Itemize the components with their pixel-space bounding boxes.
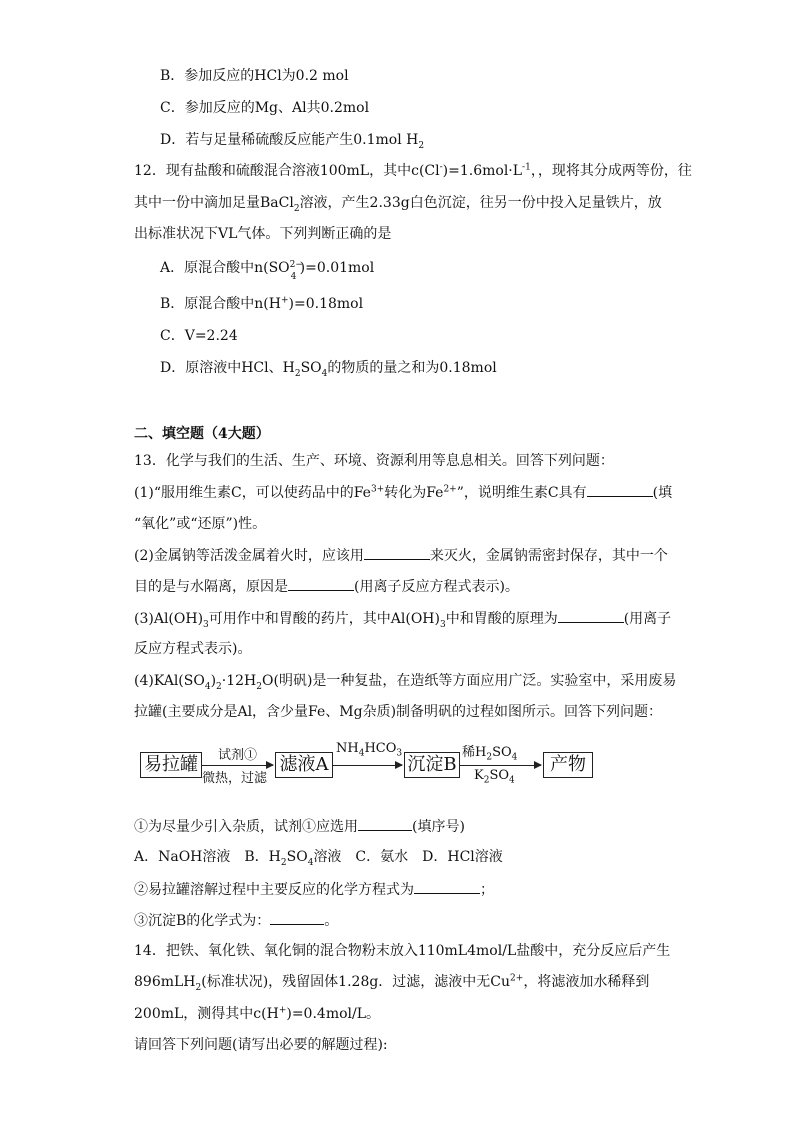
q13-part1-line1: (1)“服用维生素C，可以使药品中的$Fe^{3+}$转化为$Fe^{2+}$”，说明维生素C具有 (填	[134, 482, 672, 503]
flow-box-product: 产物	[543, 752, 593, 778]
q14-line3: 200mL，测得其中c(H+)=0.4mol/L。	[134, 1005, 381, 1022]
section-heading: 二、填空题（4大题）	[134, 426, 270, 442]
q14-line1: 14．把铁、氧化铁、氧化铜的混合物粉末放入110mL4mol/L盐酸中，充分反应后产生	[134, 943, 671, 959]
q12-option-b: B．原混合酸中n(H+)=0.18mol	[160, 295, 364, 312]
flow-label-h2so4: 稀$H_2SO_4$	[462, 745, 518, 763]
q12-option-c: C．V=2.24	[160, 328, 238, 344]
flow-arrow-2	[332, 765, 402, 766]
answer-blank[interactable]	[364, 545, 430, 560]
q12-option-a: A．原混合酸中n(SO 2− 4 )=0.01mol	[160, 260, 375, 282]
q13-part1-line2: “氧化”或“还原”)性。	[134, 516, 267, 532]
q12-stem-line1: 12．现有盐酸和硫酸混合溶液100mL，其中$c(Cl^-)=1.6mol\cdot L^{-1}$，，现将其分成两等份，往	[134, 162, 692, 179]
q11-option-b: B．参加反应的HCl为0.2 mol	[160, 68, 349, 84]
answer-blank[interactable]	[288, 576, 354, 591]
flow-box-filtrate: 滤液A	[275, 752, 333, 778]
flow-box-can: 易拉罐	[140, 752, 202, 778]
q12-stem-line2: 其中一份中滴加足量BaCl$_2$溶液，产生2.33g白色沉淀，往另一份中投入足量铁片，放	[134, 195, 662, 214]
q12-stem-line3: 出标准状况下VL气体。下列判断正确的是	[134, 226, 392, 242]
flow-box-precipitate: 沉淀B	[404, 752, 460, 778]
q14-line4: 请回答下列问题(请写出必要的解题过程):	[134, 1037, 388, 1053]
q11-option-c: C．参加反应的Mg、Al共0.2mol	[160, 100, 370, 116]
q13-part3-line1: $(3)Al(OH)_3$可用作中和胃酸的药片，其中$Al(OH)_3$中和胃酸的原理为 (用离子	[134, 608, 671, 629]
q12-option-d: D．原溶液中HCl、$H_2SO_4$的物质的量之和为0.18mol	[160, 360, 497, 379]
q13-sub1: ①为尽量少引入杂质，试剂①应选用 (填序号)	[134, 816, 465, 837]
flow-arrow-1	[201, 765, 273, 766]
q14-line2: 896mLH$_2$(标准状况)，残留固体1.28g．过滤，滤液中无$Cu^{2+}$，将滤液加水稀释到	[134, 973, 650, 993]
q13-sub1-options: A．NaOH溶液 B．$H_2SO_4$溶液 C．氨水 D．HCl溶液	[134, 849, 503, 868]
q13-part2-line1: (2)金属钠等活泼金属着火时，应该用 来灭火，金属钠需密封保存，其中一个	[134, 545, 668, 566]
answer-blank[interactable]	[587, 482, 653, 497]
q13-intro: 13．化学与我们的生活、生产、环境、资源利用等息息相关。回答下列问题：	[134, 453, 614, 469]
q11-option-d: D．若与足量稀硫酸反应能产生0.1mol $H_2$	[160, 132, 425, 151]
q13-part4-line2: 拉罐(主要成分是Al，含少量Fe、Mg杂质)制备明矾的过程如图所示。回答下列问题：	[134, 704, 663, 720]
flow-label-condition: 微热，过滤	[202, 771, 268, 786]
q13-sub3: ③沉淀B的化学式为： 。	[134, 910, 338, 931]
flow-arrow-3	[459, 765, 541, 766]
answer-blank[interactable]	[414, 879, 480, 894]
answer-blank[interactable]	[358, 816, 412, 831]
answer-blank[interactable]	[270, 910, 324, 925]
q13-part2-line2: 目的是与水隔离，原因是 (用离子反应方程式表示)。	[134, 576, 519, 597]
q13-sub2: ②易拉罐溶解过程中主要反应的化学方程式为 ；	[134, 879, 494, 900]
flow-label-reagent: 试剂①	[218, 748, 258, 763]
q13-part4-line1: $(4)KAl(SO_4)_2\cdot 12H_2O$(明矾)是一种复盐，在造纸等方面应用广泛。实验室中，采用废易	[134, 673, 677, 692]
flow-label-k2so4: $K_2SO_4$	[474, 768, 515, 786]
q13-part3-line2: 反应方程式表示)。	[134, 641, 252, 657]
flow-label-nh4hco3: $NH_4HCO_3$	[336, 741, 403, 759]
answer-blank[interactable]	[558, 608, 624, 623]
